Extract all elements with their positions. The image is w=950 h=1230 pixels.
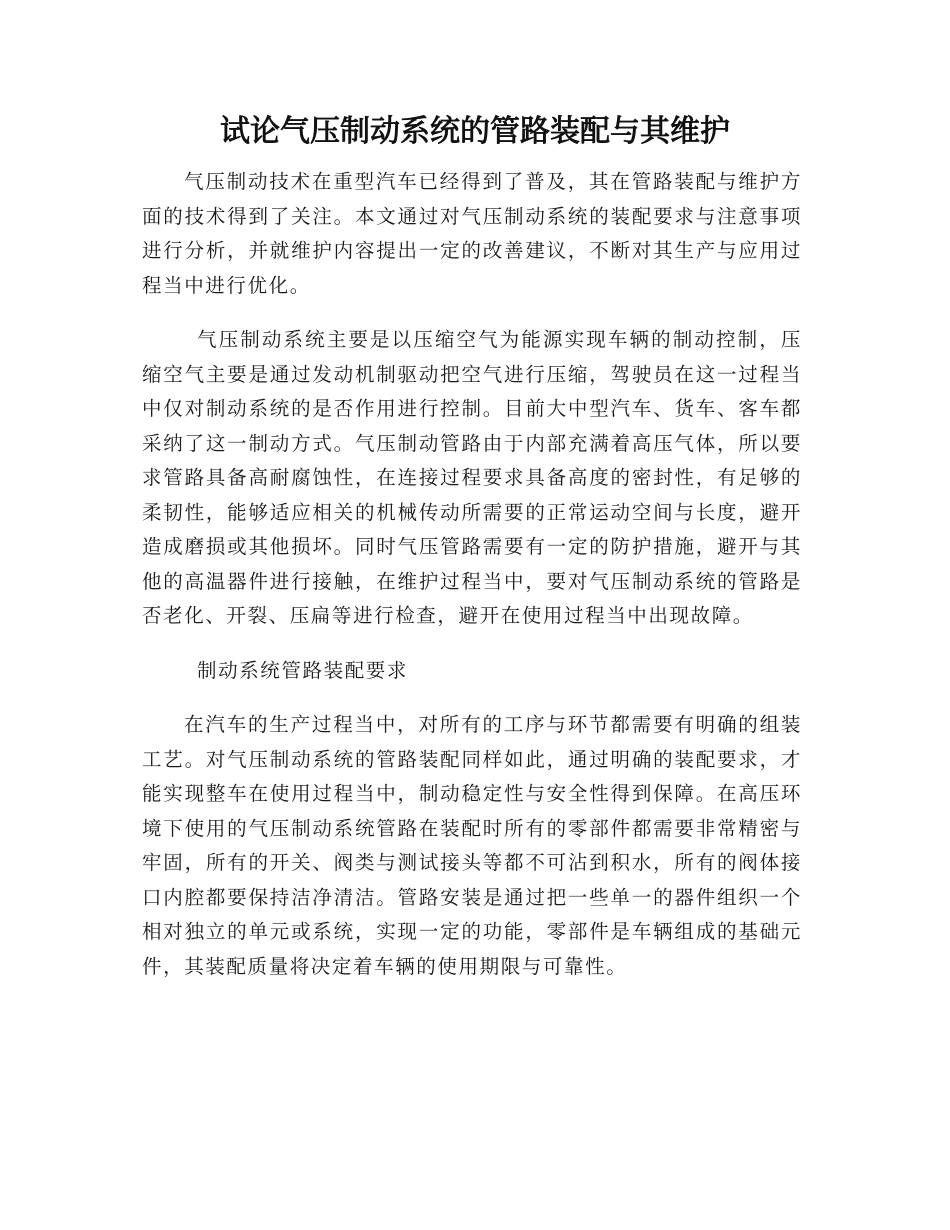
paragraph-gap bbox=[142, 303, 802, 323]
paragraph-gap bbox=[142, 634, 802, 654]
paragraph-gap bbox=[142, 688, 802, 708]
section-heading: 制动系统管路装配要求 bbox=[197, 658, 409, 682]
document-title: 试论气压制动系统的管路装配与其维护 bbox=[220, 114, 730, 149]
abstract-paragraph: 气压制动技术在重型汽车已经得到了普及，其在管路装配与维护方面的技术得到了关注。本文通过对气压制动系统的装配要求与注意事项进行分析，并就维护内容提出一定的改善建议，不断对其生产与应用过程当中进行优化。 bbox=[142, 170, 802, 297]
intro-paragraph: 气压制动系统主要是以压缩空气为能源实现车辆的制动控制，压缩空气主要是通过发动机制驱动把空气进行压缩，驾驶员在这一过程当中仅对制动系统的是否作用进行控制。目前大中型汽车、货车、客车都采纳了这一制动方式。气压制动管路由于内部充满着高压气体，所以要求管路具备高耐腐蚀性，在连接过程要求具备高度的密封性，有足够的柔韧性，能够适应相关的机械传动所需要的正常运动空间与长度，避开造成磨损或其他损坏。同时气压管路需要有一定的防护措施，避开与其他的高温器件进行接触，在维护过程当中，要对气压制动系统的管路是否老化、开裂、压扁等进行检查，避开在使用过程当中出现故障。 bbox=[142, 328, 802, 627]
document-body bbox=[142, 165, 802, 984]
section-body-paragraph: 在汽车的生产过程当中，对所有的工序与环节都需要有明确的组装工艺。对气压制动系统的管路装配同样如此，通过明确的装配要求，才能实现整车在使用过程当中，制动稳定性与安全性得到保障。在高压环境下使用的气压制动系统管路在装配时所有的零部件都需要非常精密与牢固，所有的开关、阀类与测试接头等都不可沾到积水，所有的阀体接口内腔都要保持洁净清洁。管路安装是通过把一些单一的器件组织一个相对独立的单元或系统，实现一定的功能，零部件是车辆组成的基础元件，其装配质量将决定着车辆的使用期限与可靠性。 bbox=[142, 713, 802, 978]
